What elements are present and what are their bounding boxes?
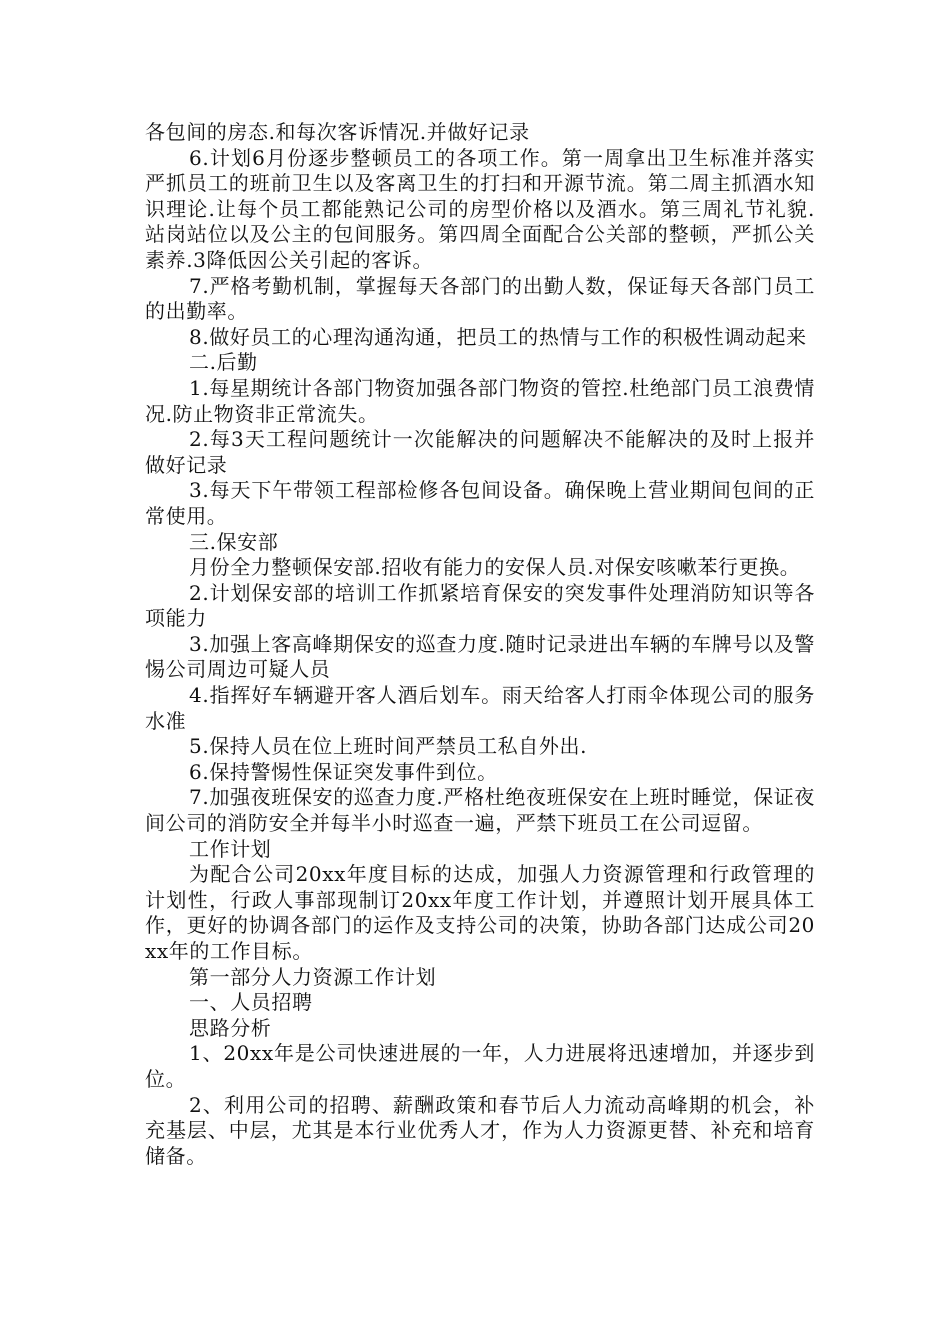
paragraph-7: 3.每天下午带领工程部检修各包间设备。确保晚上营业期间包间的正常使用。	[145, 478, 815, 528]
paragraph-14: 6.保持警惕性保证突发事件到位。	[189, 759, 498, 784]
paragraph-21: 1、20xx年是公司快速进展的一年，人力进展将迅速增加，并逐步到位。	[145, 1041, 815, 1091]
paragraph-9: 月份全力整顿保安部.招收有能力的安保人员.对保安咳嗽苯行更换。	[189, 555, 801, 580]
section-heading-logistics: 二.后勤	[189, 350, 258, 375]
paragraph-11: 3.加强上客高峰期保安的巡查力度.随时记录进出车辆的车牌号以及警惕公司周边可疑人员	[145, 631, 815, 682]
paragraph-2: 7.严格考勤机制，掌握每天各部门的出勤人数，保证每天各部门员工的出勤率。	[145, 273, 815, 324]
paragraph-12: 4.指挥好车辆避开客人酒后划车。雨天给客人打雨伞体现公司的服务水准	[145, 683, 815, 733]
section-heading-analysis: 思路分析	[189, 1015, 272, 1040]
paragraph-10: 2.计划保安部的培训工作抓紧培育保安的突发事件处理消防知识等各项能力	[145, 580, 815, 631]
section-heading-work-plan: 工作计划	[189, 836, 272, 861]
section-heading-hr-plan: 第一部分人力资源工作计划	[189, 964, 437, 989]
paragraph-13: 5.保持人员在位上班时间严禁员工私自外出.	[189, 734, 588, 759]
paragraph-1: 6.计划6月份逐步整顿员工的各项工作。第一周拿出卫生标准并落实严抓员工的班前卫生以及客离卫生的打扫和开源节流。第二周主抓酒水知识理论.让每个员工都能熟记公司的房型价格以及酒水。第三周礼节礼貌.站岗站位以及公主的包间服务。第四周全面配合公关部的整顿，严抓公关素养.3降低因公关引起的客诉。	[145, 145, 815, 272]
paragraph-5: 1.每星期统计各部门物资加强各部门物资的管控.杜绝部门员工浪费情况.防止物资非正常流失。	[145, 375, 815, 426]
section-heading-recruitment: 一、人员招聘	[189, 990, 313, 1015]
paragraph-3: 8.做好员工的心理沟通沟通，把员工的热情与工作的积极性调动起来	[189, 324, 807, 349]
paragraph-17: 为配合公司20xx年度目标的达成，加强人力资源管理和行政管理的计划性，行政人事部现制订20xx年度工作计划，并遵照计划开展具体工作，更好的协调各部门的运作及支持公司的决策，协助各部门达成公司20xx年的工作目标。	[145, 862, 815, 963]
section-heading-security: 三.保安部	[189, 529, 279, 554]
paragraph-0: 各包间的房态.和每次客诉情况.并做好记录	[145, 120, 530, 144]
paragraph-22: 2、利用公司的招聘、薪酬政策和春节后人力流动高峰期的机会，补充基层、中层，尤其是本行业优秀人才，作为人力资源更替、补充和培育储备。	[145, 1092, 815, 1168]
paragraph-6: 2.每3天工程问题统计一次能解决的问题解决不能解决的及时上报并做好记录	[145, 427, 815, 477]
document-body	[145, 120, 815, 1169]
paragraph-15: 7.加强夜班保安的巡查力度.严格杜绝夜班保安在上班时睡觉，保证夜间公司的消防安全并每半小时巡查一遍，严禁下班员工在公司逗留。	[145, 785, 815, 836]
